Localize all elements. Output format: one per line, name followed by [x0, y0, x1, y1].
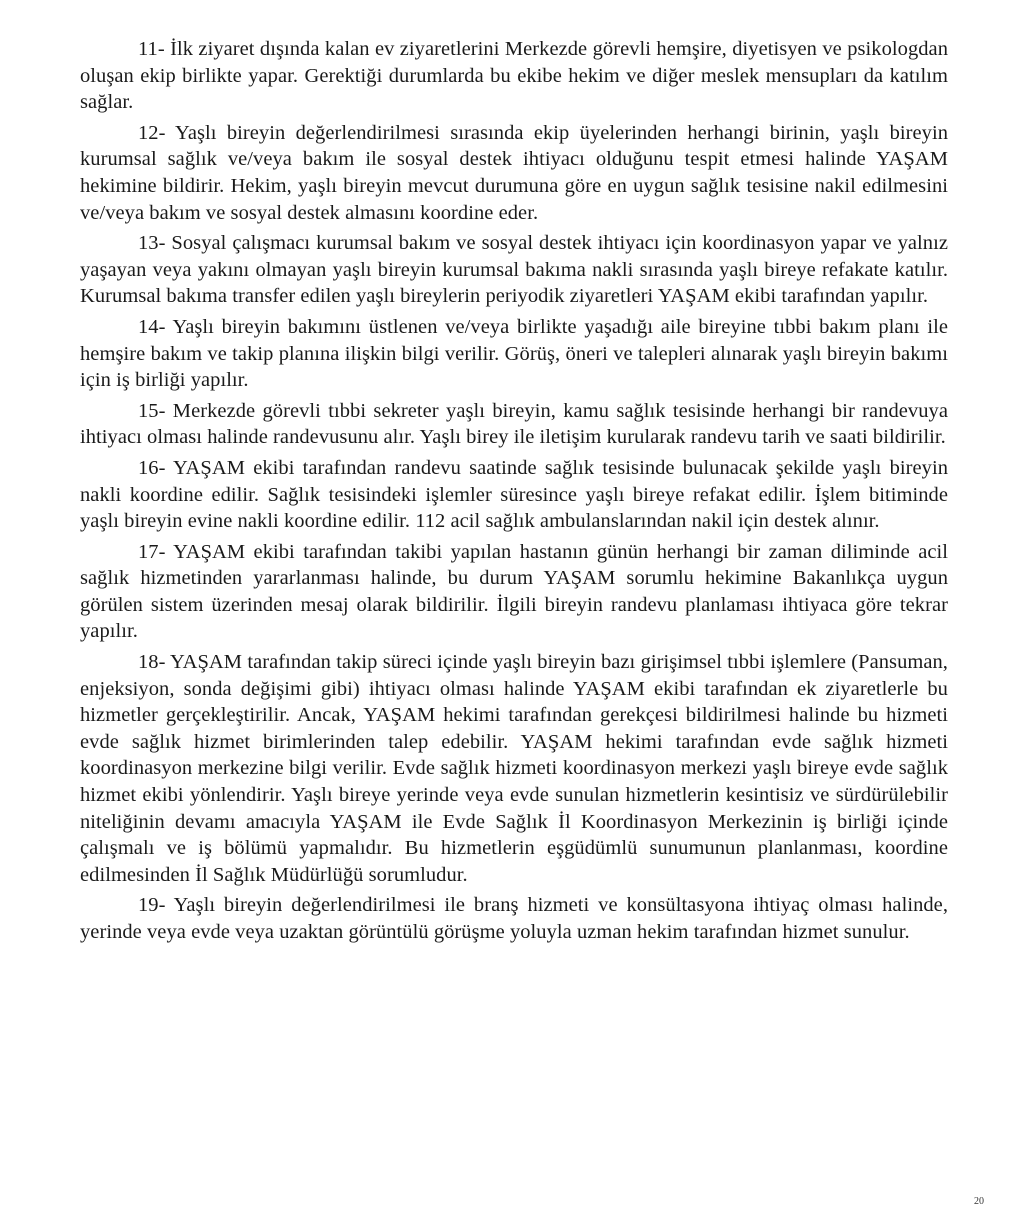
- paragraph-14: 14- Yaşlı bireyin bakımını üstlenen ve/veya birlikte yaşadığı aile bireyine tıbbi bakım planı ile hemşire bakım ve takip planına ilişkin bilgi verilir. Görüş, öneri ve talepleri alınarak yaşlı bireyin bakımı için iş birliği yapılır.: [80, 315, 948, 392]
- paragraph-17: 17- YAŞAM ekibi tarafından takibi yapılan hastanın günün herhangi bir zaman diliminde acil sağlık hizmetinden yararlanması halinde, bu durum YAŞAM sorumlu hekimine Bakanlıkça uygun görülen sistem üzerinden mesaj olarak bildirilir. İlgili bireyin randevu planlaması ihtiyaca göre tekrar yapılır.: [80, 540, 948, 643]
- paragraph-12: 12- Yaşlı bireyin değerlendirilmesi sırasında ekip üyelerinden herhangi birinin, yaşlı bireyin kurumsal sağlık ve/veya bakım ile sosyal destek ihtiyacı olduğunu tespit etmesi halinde YAŞAM hekimine bildirir. Hekim, yaşlı bireyin mevcut durumuna göre en uygun sağlık tesisine nakil edilmesini ve/veya bakım ve sosyal destek almasını koordine eder.: [80, 121, 948, 224]
- paragraph-19: 19- Yaşlı bireyin değerlendirilmesi ile branş hizmeti ve konsültasyona ihtiyaç olması halinde, yerinde veya evde veya uzaktan görüntülü görüşme yoluyla uzman hekim tarafından hizmet sunulur.: [80, 894, 948, 943]
- paragraph-15: 15- Merkezde görevli tıbbi sekreter yaşlı bireyin, kamu sağlık tesisinde herhangi bir randevuya ihtiyacı olması halinde randevusunu alır. Yaşlı birey ile iletişim kurularak randevu tarih ve saati bildirilir.: [80, 399, 948, 449]
- paragraph-16: 16- YAŞAM ekibi tarafından randevu saatinde sağlık tesisinde bulunacak şekilde yaşlı bireyin nakli koordine edilir. Sağlık tesisindeki işlemler süresince yaşlı bireye refakat edilir. İşlem bitiminde yaşlı bireyin evine nakli koordine edilir. 112 acil sağlık ambulanslarından nakil için destek alınır.: [80, 456, 948, 533]
- paragraph-11: 11- İlk ziyaret dışında kalan ev ziyaretlerini Merkezde görevli hemşire, diyetisyen ve psikologdan oluşan ekip birlikte yapar. Gerektiği durumlarda bu ekibe hekim ve diğer meslek mensupları da katılım sağlar.: [80, 38, 948, 114]
- paragraph-18: 18- YAŞAM tarafından takip süreci içinde yaşlı bireyin bazı girişimsel tıbbi işlemlere (Pansuman, enjeksiyon, sonda değişimi gibi) ihtiyacı olması halinde YAŞAM ekibi tarafından ek ziyaretlerle bu hizmetler gerçekleştirilir. Ancak, YAŞAM hekimi tarafından gerekçesi bildirilmesi halinde bu hizmeti evde sağlık hizmet birimlerinden talep edebilir. YAŞAM hekimi tarafından evde sağlık hizmeti koordinasyon merkezine bilgi verilir. Evde sağlık hizmeti koordinasyon merkezi yaşlı bireye evde sağlık hizmet ekibi yönlendirir. Yaşlı bireye yerinde veya evde sunulan hizmetlerin kesintisiz ve sürdürülebilir niteliğinin devamı amacıyla YAŞAM ile Evde Sağlık İl Koordinasyon Merkezinin iş birliği içinde çalışmalı ve iş bölümü yapmalıdır. Bu hizmetlerin eşgüdümlü sunumunun planlanması, koordine edilmesinden İl Sağlık Müdürlüğü sorumludur.: [80, 651, 948, 886]
- document-page: [80, 36, 948, 950]
- page-number: 20: [974, 1196, 984, 1207]
- paragraph-13: 13- Sosyal çalışmacı kurumsal bakım ve sosyal destek ihtiyacı için koordinasyon yapar ve yalnız yaşayan veya yakını olmayan yaşlı bireyin kurumsal bakıma nakli sırasında yaşlı bireye refakate katılır. Kurumsal bakıma transfer edilen yaşlı bireylerin periyodik ziyaretleri YAŞAM ekibi tarafından yapılır.: [80, 232, 948, 308]
